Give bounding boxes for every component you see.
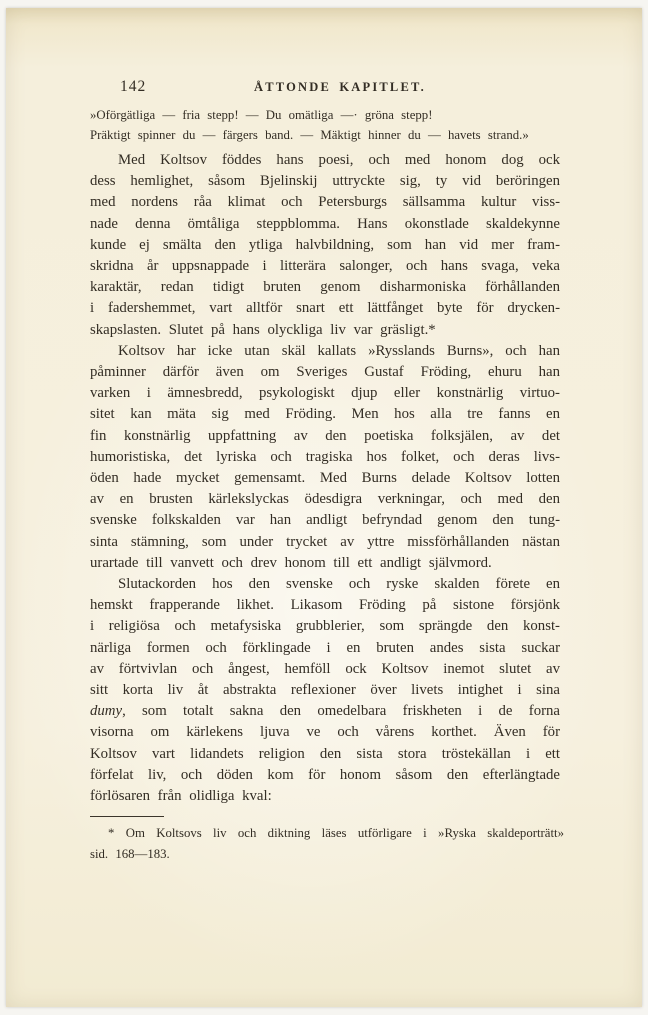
body-line: Koltsov vart lidandets religion den sista stora tröstekällan i ett (90, 745, 560, 762)
body-line: Koltsov har icke utan skäl kallats »Rysslands Burns», och han (118, 342, 560, 359)
footnote-line: sid. 168—183. (90, 847, 170, 861)
body-line: fin konstnärlig uppfattning av den poetiska folksjälen, av det (90, 427, 560, 444)
body-line: Slutackorden hos den svenske och ryske skalden förete en (118, 576, 560, 593)
chapter-title: ÅTTONDE KAPITLET. (254, 80, 426, 94)
footnote (90, 816, 564, 865)
body-line: skapslasten. Slutet på hans olyckliga liv var gräsligt.* (90, 321, 436, 338)
footnote-lines (90, 823, 564, 865)
body-text (90, 150, 560, 807)
paragraph (90, 341, 560, 574)
body-line: Med Koltsov föddes hans poesi, och med honom dog ock (118, 152, 560, 168)
body-line: sinta stämning, som under trycket av yttre missförhållanden nästan (90, 533, 560, 550)
body-line: karaktär, redan tidigt bruten genom disharmoniska förhållanden (90, 279, 560, 296)
body-line: öden hade mycket gemensamt. Med Burns delade Koltsov lotten (90, 470, 560, 487)
body-line: med nordens råa klimat och Petersburgs sällsamma kultur viss- (90, 194, 560, 211)
body-line: av förtvivlan och ångest, hemföll ock Koltsov inemot slutet av (90, 660, 560, 677)
body-line: förfelat liv, och döden kom för honom såsom den efterlängtade (90, 766, 560, 783)
body-line: påminner därför även om Sveriges Gustaf Fröding, ehuru han (90, 364, 560, 381)
body-line: sitet kan mäta sig med Fröding. Men hos alla tre fanns en (90, 406, 560, 423)
body-line: nade denna ömtåliga steppblomma. Hans okonstlade skaldekynne (90, 215, 560, 232)
italic-term: dumy (90, 703, 123, 720)
body-line: skridna år uppsnappade i litterära salonger, och hans svaga, veka (90, 258, 560, 275)
body-line: i religiösa och metafysiska grubblerier, som sprängde den konst- (90, 618, 560, 635)
paragraph (90, 150, 560, 341)
body-line: visorna om kärlekens ljuva ve och vårens korthet. Även för (90, 724, 560, 741)
body-line: förlösaren från olidliga kval: (90, 788, 272, 805)
epigraph-verse (90, 105, 568, 145)
footnote-line: * Om Koltsovs liv och diktning läses utförligare i »Ryska skaldeporträtt» (108, 826, 564, 840)
page-surface (6, 8, 642, 1007)
page-header (90, 78, 560, 98)
body-line: i fadershemmet, vart alltför snart ett lättfånget byte för drycken- (90, 300, 560, 317)
body-line: humoristiska, det lyriska och tragiska hos folket, och deras livs- (90, 448, 560, 465)
body-line: hemskt frapperande likhet. Likasom Fröding på sistone försjönk (90, 597, 560, 614)
body-line: av en brusten kärlekslyckas ödesdigra verkningar, och med den (90, 491, 560, 508)
paragraph (90, 574, 560, 807)
body-line: urartade till vanvett och drev honom till ett andligt självmord. (90, 554, 492, 571)
body-line: svenske folkskalden var han andligt befryndad genom den tung- (90, 512, 560, 529)
epigraph-line: »Oförgätliga — fria stepp! — Du omätliga —· gröna stepp! (90, 108, 433, 122)
body-line: sitt korta liv åt abstrakta reflexioner över livets intighet i sina (90, 682, 560, 699)
page-number: 142 (120, 78, 147, 95)
body-line: dumy, som totalt sakna den omedelbara friskheten i de forna (90, 703, 560, 720)
body-line: dess hemlighet, såsom Bjelinskij uttryckte sig, ty vid beröringen (90, 173, 560, 190)
footnote-separator-rule (90, 816, 164, 817)
body-line: närliga formen och förklingade i en bruten andes sista suckar (90, 639, 560, 656)
body-line: kunde ej smälta den ytliga halvbildning, som han vid mer fram- (90, 236, 560, 253)
body-line: varken i ämnesbredd, psykologiskt djup eller konstnärlig virtuo- (90, 385, 560, 402)
epigraph-line: Präktigt spinner du — färgers band. — Mäktigt hinner du — havets strand.» (90, 128, 529, 142)
